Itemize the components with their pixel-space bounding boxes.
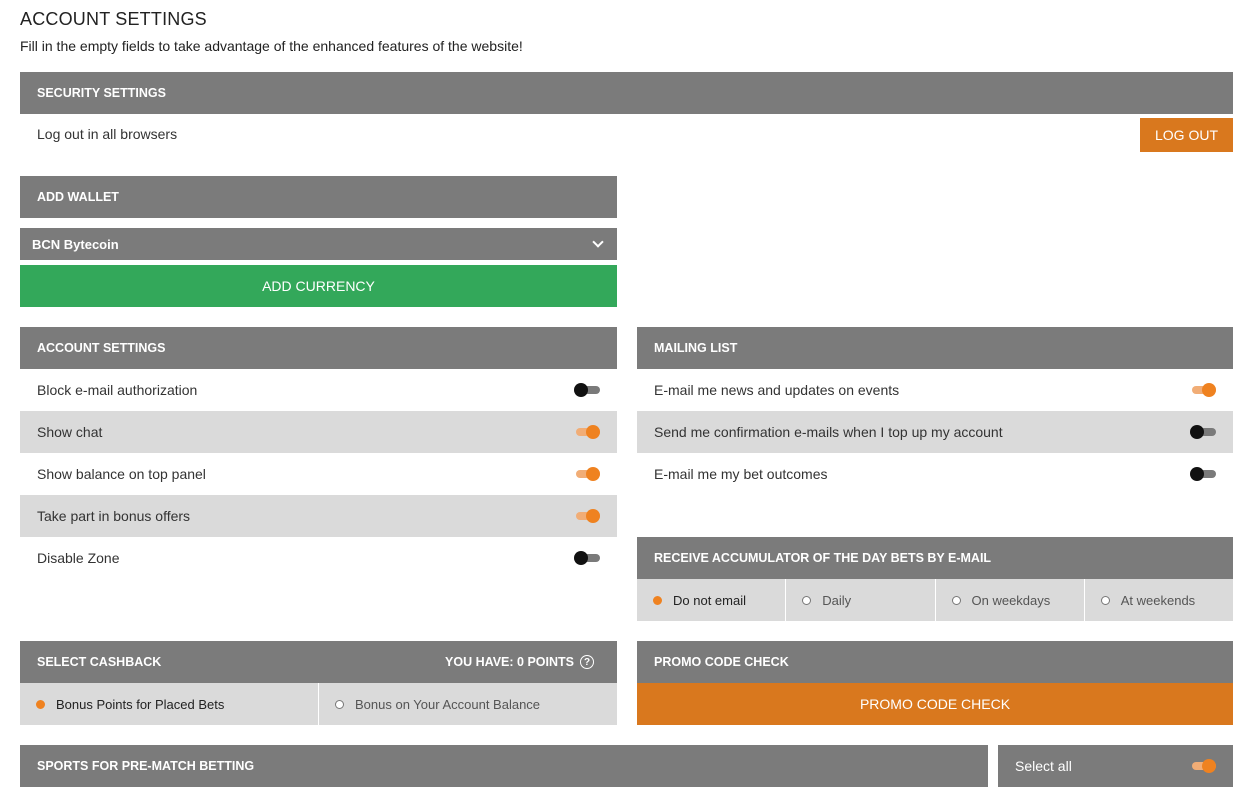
accumulator-option[interactable] — [637, 579, 786, 621]
mailing-list-title: MAILING LIST — [654, 341, 738, 355]
security-settings-title: SECURITY SETTINGS — [37, 86, 166, 100]
mailing-list — [637, 369, 1233, 495]
accumulator-option[interactable] — [786, 579, 935, 621]
currency-select[interactable] — [20, 228, 617, 260]
account-setting-toggle[interactable] — [574, 425, 600, 439]
logout-button[interactable]: LOG OUT — [1140, 118, 1233, 152]
cashback-option[interactable] — [20, 683, 319, 725]
sports-prematch-title: SPORTS FOR PRE-MATCH BETTING — [37, 759, 255, 773]
select-all-bar — [998, 745, 1233, 787]
account-setting-row — [20, 495, 617, 537]
mailing-option-toggle[interactable] — [1190, 467, 1216, 481]
cashback-header — [20, 641, 617, 683]
account-setting-label: Block e-mail authorization — [37, 382, 198, 398]
accumulator-option-label: At weekends — [1120, 592, 1196, 608]
account-setting-label: Disable Zone — [37, 550, 120, 566]
help-icon[interactable]: ? — [580, 655, 594, 669]
points-info — [445, 655, 594, 669]
add-currency-button[interactable]: ADD CURRENCY — [20, 265, 617, 307]
mailing-option-toggle[interactable] — [1190, 425, 1216, 439]
currency-select-value: BCN Bytecoin — [32, 236, 119, 252]
account-setting-row — [20, 411, 617, 453]
promo-code-check-button[interactable]: PROMO CODE CHECK — [637, 683, 1233, 725]
account-setting-row — [20, 537, 617, 579]
account-setting-label: Take part in bonus offers — [37, 508, 191, 524]
mailing-option-toggle[interactable] — [1190, 383, 1216, 397]
mailing-option-row — [637, 453, 1233, 495]
points-label: YOU HAVE: 0 POINTS — [445, 655, 574, 669]
mailing-option-label: Send me confirmation e-mails when I top up my account — [654, 424, 1003, 440]
account-settings-panel — [20, 327, 617, 579]
account-settings-title: ACCOUNT SETTINGS — [37, 341, 166, 355]
accumulator-option-label: Do not email — [673, 592, 746, 608]
account-setting-label: Show balance on top panel — [37, 466, 206, 482]
account-setting-toggle[interactable] — [574, 467, 600, 481]
mailing-list-panel — [637, 327, 1233, 495]
mailing-option-label: E-mail me my bet outcomes — [654, 466, 828, 482]
accumulator-option[interactable] — [936, 579, 1085, 621]
radio-icon — [952, 596, 961, 605]
mailing-option-row — [637, 411, 1233, 453]
radio-icon — [653, 596, 662, 605]
accumulator-header — [637, 537, 1233, 579]
sports-prematch-header — [20, 745, 988, 787]
accumulator-panel — [637, 537, 1233, 621]
accumulator-options — [637, 579, 1233, 621]
radio-icon — [802, 596, 811, 605]
promo-header — [637, 641, 1233, 683]
add-wallet-header — [20, 176, 617, 218]
account-settings-header — [20, 327, 617, 369]
account-setting-label: Show chat — [37, 424, 103, 440]
promo-title: PROMO CODE CHECK — [654, 655, 789, 669]
cashback-option-label: Bonus on Your Account Balance — [355, 696, 541, 712]
mailing-list-header — [637, 327, 1233, 369]
radio-icon — [1101, 596, 1110, 605]
select-all-label: Select all — [1015, 758, 1072, 774]
radio-icon — [335, 700, 344, 709]
accumulator-option-label: Daily — [822, 592, 852, 608]
mailing-option-row — [637, 369, 1233, 411]
accumulator-option-label: On weekdays — [971, 592, 1051, 608]
cashback-options — [20, 683, 617, 725]
account-setting-row — [20, 369, 617, 411]
account-settings-list — [20, 369, 617, 579]
security-settings-header — [20, 72, 1233, 114]
cashback-panel — [20, 641, 617, 725]
account-setting-toggle[interactable] — [574, 509, 600, 523]
radio-icon — [36, 700, 45, 709]
promo-panel — [637, 641, 1233, 725]
accumulator-title: RECEIVE ACCUMULATOR OF THE DAY BETS BY E-MAIL — [654, 551, 992, 565]
logout-all-label: Log out in all browsers — [37, 126, 178, 142]
select-all-toggle[interactable] — [1190, 759, 1216, 773]
cashback-title: SELECT CASHBACK — [37, 655, 162, 669]
account-setting-toggle[interactable] — [574, 551, 600, 565]
cashback-option[interactable] — [319, 683, 617, 725]
account-setting-row — [20, 453, 617, 495]
page-subtitle: Fill in the empty fields to take advantage of the enhanced features of the website! — [20, 38, 523, 54]
add-wallet-title: ADD WALLET — [37, 190, 119, 204]
page-title: ACCOUNT SETTINGS — [20, 9, 207, 29]
mailing-option-label: E-mail me news and updates on events — [654, 382, 900, 398]
chevron-down-icon — [592, 236, 603, 247]
account-setting-toggle[interactable] — [574, 383, 600, 397]
accumulator-option[interactable] — [1085, 579, 1233, 621]
cashback-option-label: Bonus Points for Placed Bets — [56, 696, 225, 712]
